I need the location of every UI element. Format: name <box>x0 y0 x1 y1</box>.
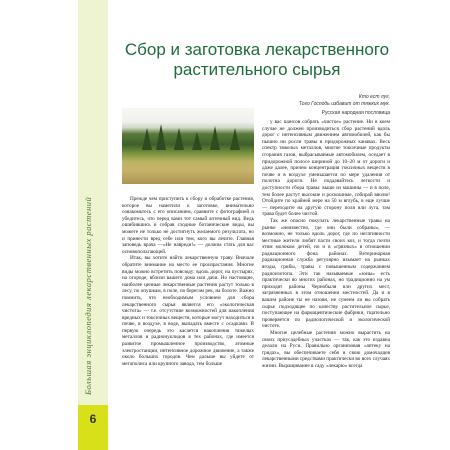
paragraph: Итак, вы хотите найти лекарственную траву. Вначале обратите внимание на место ее произрастания. Многие виды можно встретить повсюду: вдоль дорог, на пустырях, на огороде, вблизи вашего дома или дачи. Но настоящие, наиболее ценные лекарственные растения растут только в лесу, по опушкам, в поле, по берегам рек, на болоте. Важно помнить, что необходимым условием для сбора лекарственного сырья является его «экологическая чистота» — т.е. отсутствие возможностей для накопления вредных и токсичных веществ, которые могут находиться в почве, в воздухе, в воде, выпадать вместе с осадками. В первую очередь это касается накопления тяжелых металлов и радионуклидов в тех районах, где имеется развитое промышленное производство, атомные электростанции, интенсивное дорожное движение, а также около больших городов. Чем дальше вы уйдете от мегаполиса или крупного завода, тем больше <box>122 255 254 367</box>
epigraph-line: Кто ест луг, <box>358 94 390 100</box>
left-column <box>122 196 254 367</box>
meadow-forest-photo <box>122 108 254 184</box>
chapter-heading: Сбор и заготовка лекарственного растительного сырья <box>124 40 390 79</box>
paragraph: Многие целебные растения можно вырастить на своих приусадебных участках — так, как это издавна делали на Руси. Правильно организовав «аптеку на грядах», вы обеспечиваете себя и свою домочадцев лекарственными средствами практически во всех случаях жизни. Выращивание в саду «лекарю» всегда <box>262 330 390 369</box>
epigraph-source: Русская народная пословица <box>321 110 390 116</box>
paragraph: Так же опасно покупать лекарственные травы на рынке «неизвестно, где они были собраны», — возможно, не только вдоль дорог, где по негативности местные жители любят пасти своих коз, и тогда почти этим молоком детей, но и в «грязных» в отношении радиационного фона районах. Ветеринарная радиационная служба регулярно изымает на рынках ягоды, грибы, травы с повышенным содержанием радиоизотопа. Эти так называемые «зоны» есть практически во многих районах, но традиционно на ум приходят районы Чернобыля или других мест, загрязненных в этом отношении местностей. Да и в вашем районе ты не назови, не сумеем ли вы собрать сырье подходящее по качеству растительное сырье, поступающее на фармацевтические фабрики, тщательно проверяется по радиологической и экологической чистоте. <box>262 217 390 330</box>
page-number: 6 <box>89 412 97 426</box>
epigraph-line: Того Господь избавит от тяжких мук. <box>298 101 390 107</box>
right-column <box>262 119 390 370</box>
paragraph: у вас шансов собрать «чистое» растение. Ни в коем случае не должен производиться сбор растений вдоль дорог с интенсивным движением автомобилей, как бы пышно ни росли травы в придорожных канавах. Весь спектр тяжелых металлов, многие токсичные продукты сгорания газов, выбрасываемые автомобилем, оседает в придорожной полосе шириной до 10–20 м от дороги и даже далее, причем концентрация токсичных веществ в почве и в воздухе уменьшается по мере удаления от полотна дороги. Не поддавайтесь легкости и доступности сбора травы: выше из машины — и в поле, тем более растут высокие и роскошные, собирай вволю! Отойдите по крайней мере на 50 м вглубь, в еще лучше — переходите на другую сторону поля или луга, там трава будет более чистой. <box>262 119 390 218</box>
epigraph <box>260 94 390 108</box>
running-title: Большая энциклопедия лекарственных растений <box>83 196 93 395</box>
paragraph: Прежде чем приступить к сбору и обработке растения, которое вы наметили к заготовке, внимательно ознакомьтесь с его описанием, сравните с фотографией и убедитесь, что перед вами тот самый аптечный вид. Ведь ошибившись и собрав сходные ботанические виды, вы можете не только не достигнуть желаемого результата, но и принести вред себе или тем, кого вы лечите. Главная заповедь врача —«Не навреди!» — должна стать для вас основополагающей. <box>122 196 254 255</box>
